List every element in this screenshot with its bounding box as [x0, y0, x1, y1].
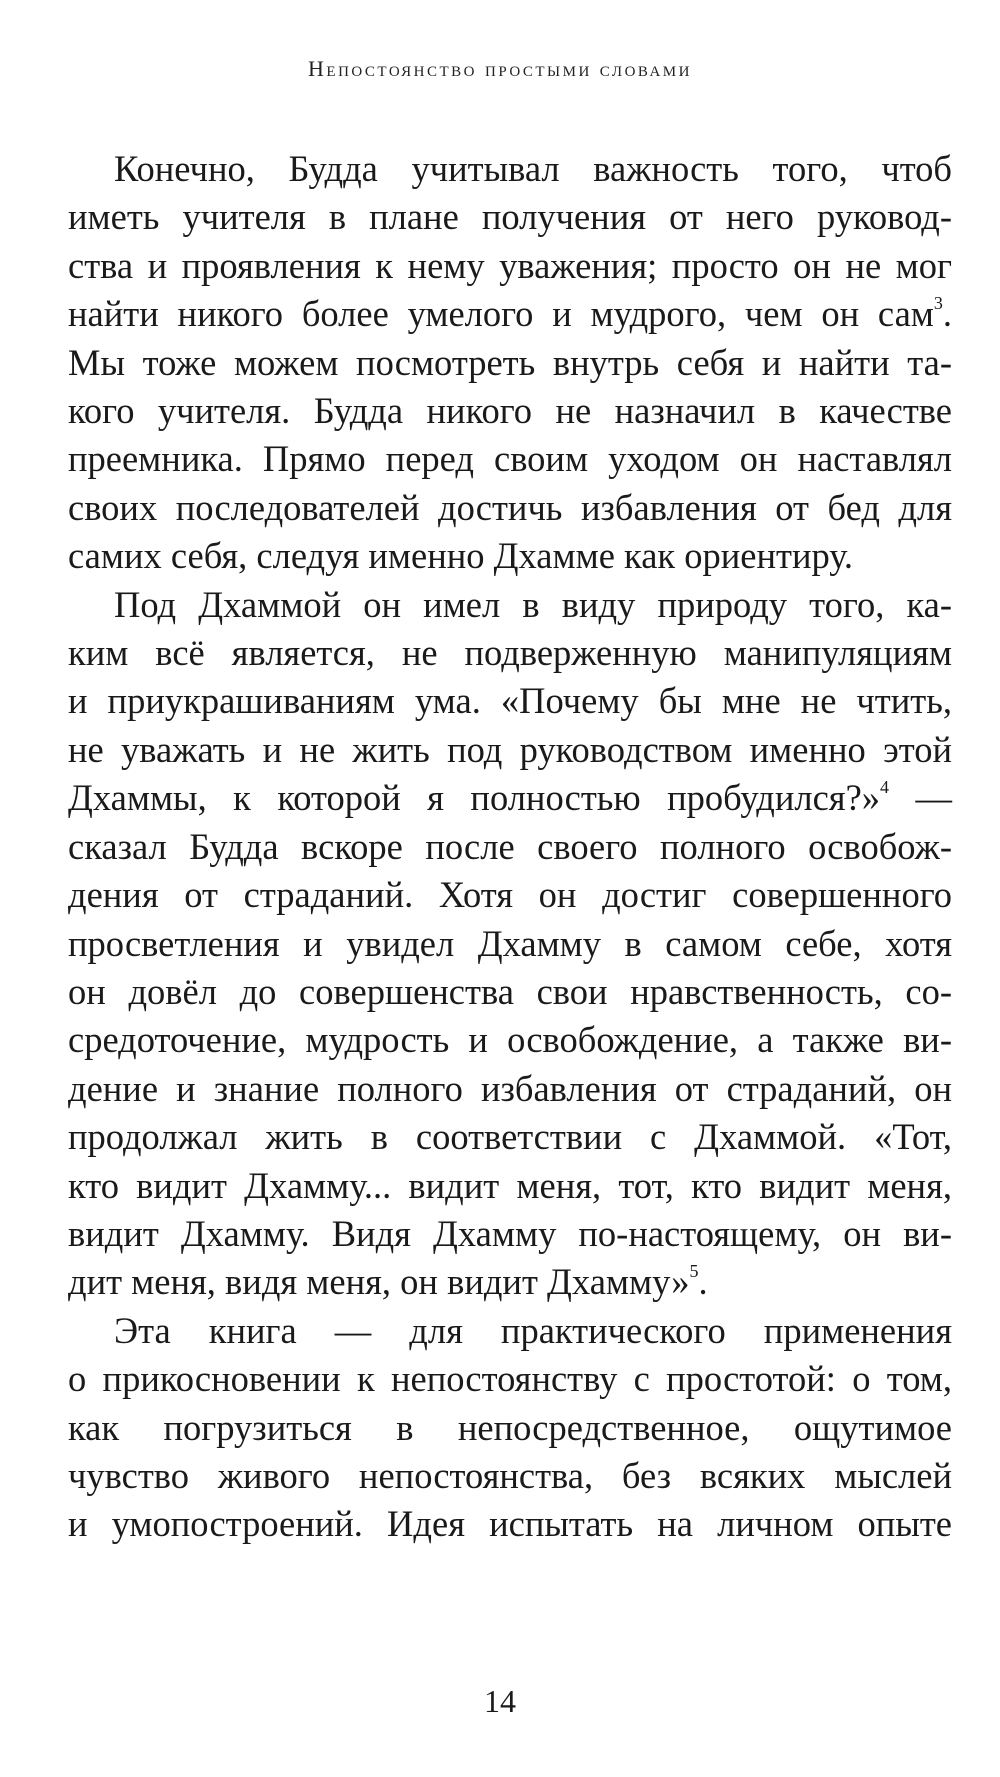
- text-line: преемника. Прямо перед своим уходом он наставлял: [68, 438, 952, 480]
- text-line: о прикосновении к непостоянству с простотой: о том,: [68, 1358, 952, 1400]
- text-line: средоточение, мудрость и освобождение, а также ви-: [68, 1019, 952, 1061]
- text-line-with-footnote: [68, 774, 952, 822]
- footnote-marker: 5: [689, 1261, 699, 1282]
- running-head: Непостоянство простыми словами: [308, 56, 692, 81]
- text-line: не уважать и не жить под руководством именно этой: [68, 728, 952, 770]
- text-fragment: найти никого более умелого и мудрого, чем он сам: [68, 293, 934, 335]
- text-line: продолжал жить в соответствии с Дхаммой. «Тот,: [68, 1116, 952, 1158]
- text-line: Эта книга — для практического применения: [114, 1309, 952, 1351]
- text-line: и приукрашиваниям ума. «Почему бы мне не чтить,: [68, 680, 952, 722]
- body-text: [68, 145, 952, 1549]
- text-line: дение и знание полного избавления от страданий, он: [68, 1067, 952, 1109]
- text-line: и умопостроений. Идея испытать на личном опыте: [68, 1503, 952, 1545]
- text-line: дения от страданий. Хотя он достиг совершенного: [68, 874, 952, 916]
- text-line: иметь учителя в плане получения от него руковод-: [68, 196, 952, 238]
- text-line: кого учителя. Будда никого не назначил в качестве: [68, 390, 952, 432]
- text-fragment: дит меня, видя меня, он видит Дхамму»: [68, 1261, 690, 1303]
- text-line: он довёл до совершенства свои нравственность, со-: [68, 970, 952, 1012]
- text-line: просветления и увидел Дхамму в самом себе, хотя: [68, 922, 952, 964]
- text-line: видит Дхамму. Видя Дхамму по-настоящему, он ви-: [68, 1212, 952, 1254]
- text-line: самих себя, следуя именно Дхамме как ориентиру.: [68, 535, 853, 577]
- text-line: кто видит Дхамму... видит меня, тот, кто видит меня,: [68, 1164, 952, 1206]
- paragraph-3: [68, 1307, 952, 1549]
- text-line: Под Дхаммой он имел в виду природу того, ка-: [114, 583, 952, 625]
- text-fragment: .: [698, 1261, 708, 1303]
- text-line-with-footnote: [68, 290, 952, 338]
- text-fragment: .: [942, 293, 952, 335]
- text-line-with-footnote: [68, 1258, 952, 1306]
- text-line: Конечно, Будда учитывал важность того, чтоб: [114, 148, 952, 189]
- text-line: как погрузиться в непосредственное, ощутимое: [68, 1406, 952, 1448]
- text-line: чувство живого непостоянства, без всяких мыслей: [68, 1454, 952, 1496]
- text-fragment: Дхаммы, к которой я полностью пробудился?»: [68, 777, 881, 819]
- text-line: своих последователей достичь избавления от бед для: [68, 486, 952, 528]
- paragraph-1: [68, 145, 952, 581]
- footnote-marker: 4: [880, 777, 890, 798]
- text-line: сказал Будда вскоре после своего полного освобож-: [68, 825, 952, 867]
- text-fragment: —: [889, 777, 952, 819]
- page-number: 14: [484, 1683, 516, 1719]
- text-line: ства и проявления к нему уважения; просто он не мог: [68, 244, 952, 286]
- footnote-marker: 3: [933, 293, 943, 314]
- text-line: ким всё является, не подверженную манипуляциям: [68, 632, 952, 674]
- paragraph-2: [68, 581, 952, 1307]
- text-line: Мы тоже можем посмотреть внутрь себя и найти та-: [68, 341, 952, 383]
